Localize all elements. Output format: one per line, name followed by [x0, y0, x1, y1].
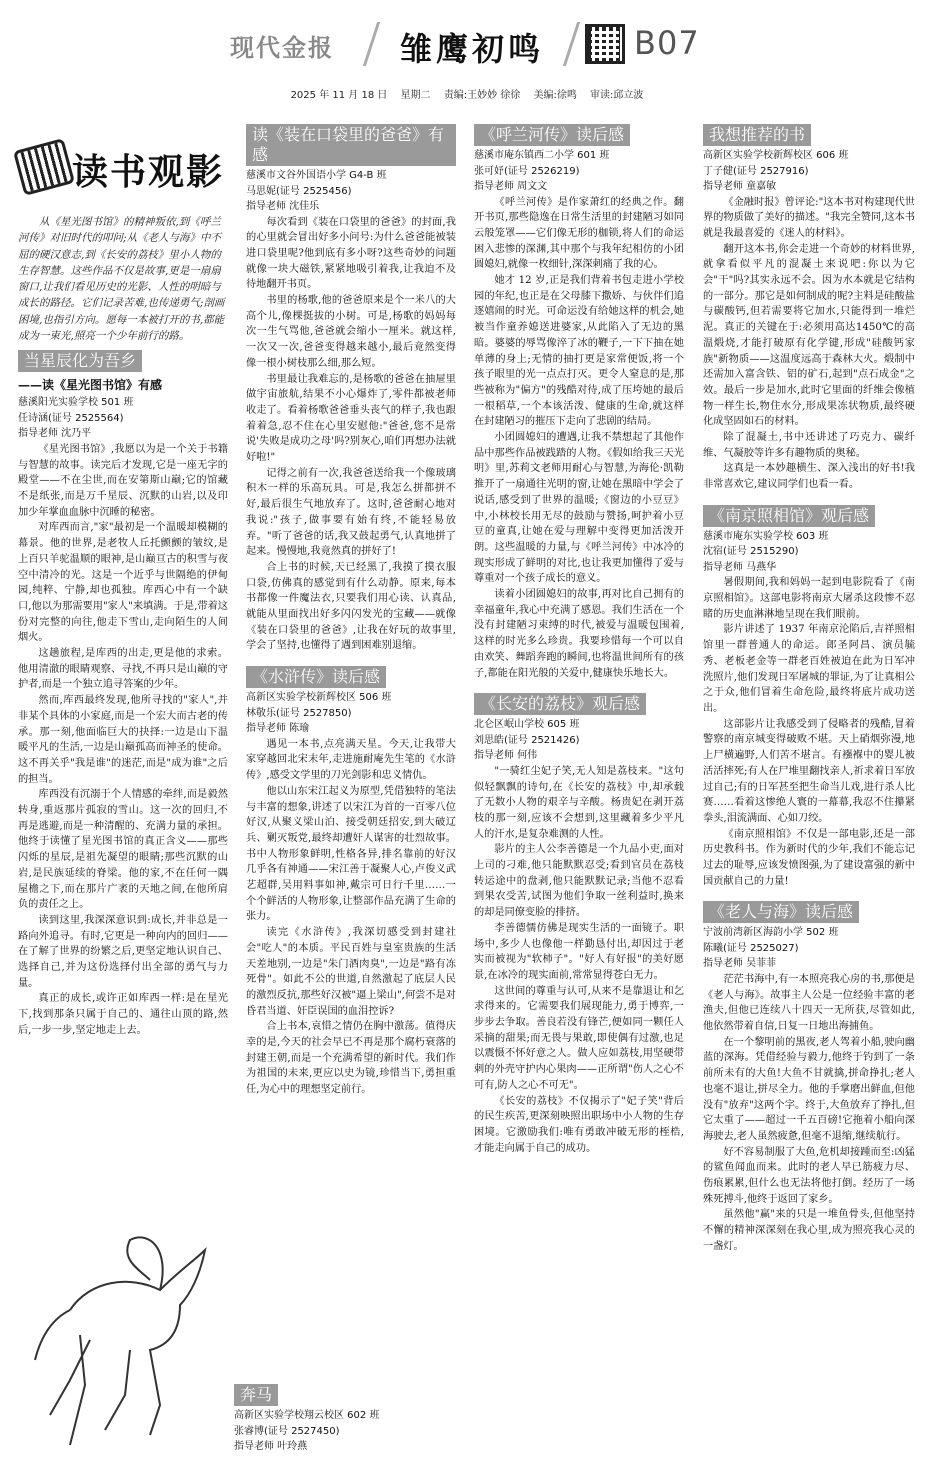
column-intro: 从《星光图书馆》的精神叛依,到《呼兰河传》对旧时代的叩问;从《老人与海》中不屈的硬汉意志,到《长安的荔枝》里小人物的生存智慧。这些作品不仅是故事,更是一扇扇窗口,让我们看见历史的光影、人性的明暗与成长的路径。它们记录苦难,也传递勇气;剖画困境,也指引方向。愿每一本被打开的书,都能成为一束光,照亮一个少年前行的路。 — [18, 216, 225, 343]
paragraph: 合上书的时候,天已经黑了,我摸了摸衣服口袋,仿佛真的感觉到有什么动静。原来,每本书都像一件魔法衣,只要我们用心读、认真品,就能从里面找出好多闪闪发光的宝藏——就像《装在口袋里的爸爸》,让我在好玩的故事里,学会了坚持,也懂得了遇到困难别退缩。 — [246, 561, 456, 652]
paragraph: 每次看到《装在口袋里的爸爸》的封面,我的心里就会冒出好多小问号:为什么爸爸能被装进口袋里呢?他到底有多小呀?这些奇妙的问题就像一块大磁铁,紧紧地吸引着我,让我迫不及待地翻开书页。 — [246, 216, 456, 291]
paragraph: 记得之前有一次,我爸爸送给我一个像玻璃积木一样的乐高玩具。可是,我怎么拼都拼不好,最后很生气地放弃了。这时,爸爸耐心地对我说:"孩子,做事要有始有终,不能轻易放弃。"听了爸爸的话,我又鼓起勇气,认真地拼了起来。慢慢地,我竟然真的拼好了! — [246, 467, 456, 558]
article-teacher: 指导老师 陈瑜 — [246, 723, 310, 735]
horse-drawing — [30, 1220, 220, 1460]
divider — [563, 22, 580, 66]
paragraph: 《长安的荔枝》不仅揭示了"妃子笑"背后的民生疾苦,更深刻映照出职场中小人物的生存困境。它激励我们:唯有勇敢冲破无形的桎梏,才能走向属于自己的成功。 — [474, 1095, 684, 1154]
article-teacher: 指导老师 叶玲燕 — [234, 1441, 308, 1452]
proofreader: 审读:邱立波 — [590, 90, 644, 101]
article-author: 任诗涵(证号 2525564) — [18, 412, 124, 424]
paragraph: 暑假期间,我和妈妈一起到电影院看了《南京照相馆》。这部电影将南京大屠杀这段惨不忍睹的历史血淋淋地呈现在我们眼前。 — [703, 577, 915, 620]
article-teacher: 指导老师 童嘉敏 — [703, 181, 777, 192]
paragraph: 遇见一本书,点亮满天星。今天,让我带大家穿越回北宋末年,走进施耐庵先生笔的《水浒传》,感受文学里的刀光剑影和忠义情仇。 — [246, 738, 456, 782]
article-author: 张睿博(证号 2527450) — [234, 1425, 340, 1437]
paragraph: 虽然他"赢"来的只是一堆鱼骨头,但他坚持不懈的精神深深刻在我心里,成为照亮我心灵的一盏灯。 — [703, 1209, 915, 1252]
article-title: 读《装在口袋里的爸爸》有感 — [246, 124, 456, 166]
article-school: 慈溪市文谷外国语小学 G4-B 班 — [246, 170, 387, 181]
paragraph: 《金融时报》曾评论:"这本书对构建现代世界的物质做了美好的描述。"我完全赞同,这本书就是我最喜爱的《迷人的材料》。 — [703, 196, 915, 239]
article-author: 丁子健(证号 2527916) — [703, 165, 809, 177]
article-school: 宁波前湾新区海韵小学 502 班 — [703, 927, 839, 939]
designer: 美编:徐鸣 — [533, 90, 577, 101]
paragraph: 这世间的尊重与认可,从来不是靠退让和乞求得来的。它需要我们展现能力,勇于博弈,一步步去争取。善良若没有锋芒,便如同一颗任人采摘的甜果;而无畏与果敢,即使偶有过激,也足以震慑不怀好意之人。做人应如荔枝,用坚硬带刺的外壳守护内心果肉——正所谓"伤人之心不可有,防人之心不可无"。 — [474, 985, 684, 1091]
weekday: 星期二 — [400, 90, 431, 101]
film-reel-icon — [13, 138, 75, 196]
article-school: 北仑区岷山学校 605 班 — [474, 719, 580, 731]
paragraph: 影片的主人公李善德是一个九品小吏,面对上司的刁难,他只能默默忍受;看到官员在荔枝转运途中的盘剥,他只能默默记录;当他不忍看到果农受苦,试图为他们争取一丝利益时,换来的却是同僚变脸的排挤。 — [474, 844, 684, 919]
article-school: 慈溪阳光实验学校 501 班 — [18, 397, 134, 409]
paragraph: 《南京照相馆》不仅是一部电影,还是一部历史教科书。作为新时代的少年,我们不能忘记过去的耻辱,应该发愤图强,为了建设富强的新中国贡献自己的力量! — [703, 828, 915, 887]
paragraph: 这真是一本妙趣横生、深入浅出的好书!我非常喜欢它,建议同学们也看一看。 — [703, 463, 915, 491]
paragraph: 读着小团圆媳妇的故事,再对比自己拥有的幸福童年,我心中充满了感恩。我们生活在一个没有封建陋习束缚的时代,被爱与温暖包围着,这样的时光多么珍贵。我要珍惜每一个可以自由欢笑、舞蹈奔跑的瞬间,也将温世间所有的孩子,都能在阳光般的关爱中,健康快乐地长大。 — [474, 589, 684, 679]
article-title: 《南京照相馆》观后感 — [703, 505, 875, 527]
column-3 — [474, 118, 684, 1156]
paragraph: 影片讲述了 1937 年南京沦陷后,吉祥照相馆里一群普通人的命运。郎圣阿昌、演员毓秀、老板老金等一群老百姓被迫在此为日军冲洗照片,他们发现日军屠城的罪证,为了让真相公之于众,他们冒着生命危险,最终将底片成功送出。 — [703, 624, 915, 714]
article-school: 慈溪市庵东实验学校 603 班 — [703, 530, 829, 542]
column-1 — [18, 118, 228, 1039]
article-school: 高新区实验学校翔云校区 602 班 — [234, 1410, 380, 1421]
article-body — [246, 737, 456, 1098]
article-body — [474, 195, 684, 682]
article-author: 沈宿(证号 2515290) — [703, 546, 799, 558]
paragraph: 翻开这本书,你会走进一个奇妙的材料世界,就拿看似平凡的混凝土来说吧:你以为它会"干"吗?其实永远不会。因为水本就是它结构的一部分。那它是如何制成的呢?主料是硅酸盐与碳酸钙,但若需要将它加水,只能得到一堆烂泥。真正的关键在于:必须用高达1450℃的高温煅烧,才能打破原有化学键,形成"硅酸钙家族"新物质——这温度远高于森林大火。煅制中还需加入富含铁、铝的矿石,起到"点石成金"之效。最后一步是加水,此时它里面的纤维会像植物一样生长,物住水分,形成果冻状物质,最终硬化成坚固如石的材料。 — [703, 243, 915, 428]
article-author: 马思妮(证号 2525456) — [246, 185, 352, 197]
paragraph: 除了混凝土,书中还讲述了巧克力、碳纤维、气凝胶等许多有趣物质的奥秘。 — [703, 432, 915, 459]
column-logo-text: 读书观影 — [72, 151, 225, 193]
article-title: 我想推荐的书 — [703, 124, 811, 146]
qr-code-icon[interactable] — [585, 24, 625, 64]
editor: 责编:王妙妙 徐徐 — [443, 90, 521, 101]
drawing-credit — [234, 1378, 444, 1455]
article-author: 张可妤(证号 2526219) — [474, 165, 580, 177]
paper-name: 现代金报 — [230, 34, 334, 62]
paragraph: 小团圆媳妇的遭遇,让我不禁想起了其他作品中那些作品被践踏的人物。《假如给我三天光明》里,苏莉文老师用耐心与智慧,为海伦·凯勒推开了一扇通往光明的窗,让她在黑暗中学会了说话,感受到了世界的温暖;《窗边的小豆豆》中,小林校长用无尽的鼓励与赞扬,呵护着小豆豆的童真,让她在爱与理解中变得更加活泼开朗。这些温暖的力量,与《呼兰河传》中冰冷的现实形成了鲜明的对比,也让我更加懂得了爱与尊重对一个孩子成长的意义。 — [474, 432, 684, 585]
article-author: 刘思皓(证号 2521426) — [474, 734, 580, 746]
paragraph: 读完《水浒传》,我深切感受到封建社会"吃人"的本质。平民百姓与皇室贵族的生活天差地别,一边是"朱门酒肉臭",一边是"路有冻死骨"。如此不公的世道,自然激起了底层人民的激烈反抗,那些好汉被"逼上梁山",何尝不是对昏君当道、奸臣误国的血泪控诉? — [246, 927, 456, 1017]
page-number: B07 — [634, 24, 700, 62]
article-subtitle: ——读《星光图书馆》有感 — [18, 378, 163, 393]
paragraph: 《星光图书馆》,我愿以为是一个关于书籍与智慧的故事。读完后才发现,它是一座无字的殿堂——不在尘世,而在安第斯山巅;它的馆藏不是纸张,而是万千星辰、沉默的山岩,以及印加少年掌血血脉中沉睡的秘密。 — [18, 443, 228, 518]
article-title: 《长安的荔枝》观后感 — [474, 693, 646, 715]
article-title: 当星辰化为吾乡 — [18, 350, 142, 372]
article-teacher: 指导老师 沈佳乐 — [246, 201, 320, 212]
article-author: 陈曦(证号 2525027) — [703, 942, 799, 954]
article-teacher: 指导老师 沈乃平 — [18, 428, 92, 440]
paragraph: 合上书本,哀惜之情仍在胸中激荡。值得庆幸的是,今天的社会早已不再是那个腐朽衰落的封建王朝,而是一个充满希望的新时代。我们作为祖国的未来,更应以史为镜,珍惜当下,勇担重任,为心中的理想坚定前行。 — [246, 1021, 456, 1096]
paragraph: 真正的成长,或许正如库西一样:是在星光下,找到那条只属于自己的、通往山顶的路,然后,一步一步,坚定地走上去。 — [18, 993, 228, 1036]
divider — [363, 22, 380, 66]
info-bar — [0, 86, 934, 101]
column-4 — [703, 118, 915, 1255]
article-body — [246, 215, 456, 655]
article-author: 林敬乐(证号 2527850) — [246, 707, 352, 719]
paragraph: 这部影片让我感受到了侵略者的残酷,冒着警察的南京城变得破败不堪。天上硝烟弥漫,地上尸横遍野,人们苦不堪言。有襁褓中的婴儿被活活摔死;有人在尸堆里翻找亲人,祈求着日军放过自己;有的日军甚至把生命当儿戏,进行杀人比赛……看着这惨绝人寰的一幕幕,我忍不住攥紧拳头,泪流满面、心如刀绞。 — [703, 718, 915, 824]
paragraph: 然而,库西最终发现,他所寻找的"家人",并非某个具体的小家庭,而是一个宏大而古老的传承。那一刻,他面临巨大的抉择:一边是山下温暖平凡的生活,一边是山巅孤高而神圣的使命。这不再关乎"我是谁"的迷茫,而是"成为谁"之后的担当。 — [18, 695, 228, 785]
article-school: 慈溪市庵东镇西二小学 601 班 — [474, 150, 610, 161]
paragraph: 李善德懦仿佛是现实生活的一面镜子。职场中,多少人也像他一样勤恳付出,却因过于老实而被视为"软柿子"。"好人有好报"的美好愿景,在冰冷的现实面前,常常显得苍白无力。 — [474, 922, 684, 981]
article-body — [18, 442, 228, 1039]
article-body — [703, 575, 915, 889]
article-title: 《呼兰河传》读后感 — [474, 124, 630, 146]
paragraph: 书里的杨歌,他的爸爸原来是个一米八的大高个儿,像棵挺拔的小树。可是,杨歌的妈妈每次一生气骂他,爸爸就会缩小一厘米。就这样,一次又一次,爸爸变得越来越小,最后竟然变得像一根小树枝那么细,那么短。 — [246, 295, 456, 369]
article-body — [703, 195, 915, 493]
column-2 — [246, 118, 456, 1098]
date: 2025 年 11 月 18 日 — [290, 90, 388, 101]
article-school: 高新区实验学校新辉校区 606 班 — [703, 150, 849, 161]
masthead — [0, 18, 934, 74]
paragraph: "一骑红尘妃子笑,无人知是荔枝来。"这句似轻飘飘的诗句,在《长安的荔枝》中,却承载了无数小人物的艰辛与辛酸。杨贵妃在剥开荔枝的那一刻,应该不会想到,这里藏着多少平凡人的汗水,是复杂难测的人性。 — [474, 765, 684, 840]
article-body — [703, 972, 915, 1255]
article-teacher: 指导老师 何伟 — [474, 750, 538, 762]
paragraph: 《呼兰河传》是作家萧红的经典之作。翻开书页,那些隐逸在日常生活里的封建陋习如同云般笼罩——它们像无形的枷锁,将人们的命运困入悲惨的深渊,其中那个与我年纪相仿的小团圆媳妇,就像一枚细针,深深刺痛了我的心。 — [474, 196, 684, 271]
paragraph: 她才 12 岁,正是我们背着书包走进小学校园的年纪,也正是在父母膝下撒娇、与伙伴们追逐嬉闹的时光。可命运没有给她这样的机会,她被当作童养媳送进婆家,从此陷入了无边的黑暗。婆婆的辱骂像淬了冰的鞭子,一下下抽在她单薄的身上;无情的抽打更是家常便饭,将一个孩子眼里的光一点点打灭。更令人窒息的是,那些被称为"偏方"的残酷对待,成了压垮她的最后一根稻草,一个本该活泼、健康的生命,就这样在封建陋习的摧压下走向了悲剧的结局。 — [474, 275, 684, 428]
article-title: 《老人与海》读后感 — [703, 901, 859, 923]
paragraph: 好不容易制服了大鱼,危机却接踵而至:凶猛的鲨鱼闻血而来。此时的老人早已筋疲力尽、伤痕累累,但什么也无法将他打倒。经历了一场殊死搏斗,他终于返回了家乡。 — [703, 1146, 915, 1205]
article-teacher: 指导老师 吴菲菲 — [703, 958, 777, 970]
paragraph: 库西没有沉溺于个人情感的牵绊,而是毅然转身,重返那片孤寂的雪山。这一次的回归,不再是逃避,而是一种清醒的、充满力量的承担。他终于读懂了星光图书馆的真正含义——那些闪烁的星辰,是祖先凝望的眼睛;那些沉默的山岩,是民族延续的脊梁。他的家,不在任何一隅屋檐之下,而在那片广袤的天地之间,在他所肩负的责任之上。 — [18, 789, 228, 911]
paragraph: 在一个黎明前的黑夜,老人驾着小船,驶向幽蓝的深海。凭借经验与毅力,他终于钓到了一条前所未有的大鱼!大鱼不甘就擒,拼命挣扎;老人也毫不退让,拼尽全力。他的手掌磨出鲜血,但他没有"放弃"这两个字。终于,大鱼放弃了挣扎,但它太重了——超过一千五百磅!它拖着小船向深海驶去,老人虽然疲惫,但毫不退缩,继续航行。 — [703, 1036, 915, 1142]
article-teacher: 指导老师 周文文 — [474, 181, 548, 192]
article-teacher: 指导老师 马燕华 — [703, 561, 777, 573]
paragraph: 读到这里,我深深意识到:成长,并非总是一路向外追寻。有时,它更是一种向内的回归——在了解了世界的纷繁之后,更坚定地认识自己、选择自己,并为这份选择付出全部的勇气与力量。 — [18, 914, 228, 989]
column-logo — [18, 134, 228, 204]
paragraph: 他以山东宋江起义为原型,凭借独特的笔法与丰富的想象,讲述了以宋江为首的一百零八位好汉,从聚义梁山泊、接受朝廷招安,到大破辽兵、剿灭叛党,最终却遭奸人谋害的壮烈故事。书中人物形象鲜明,性格各异,排名靠前的好汉几乎各有神通——宋江善于凝聚人心,卢俊义武艺超群,吴用料事如神,戴宗可日行千里……一个个鲜活的人物形象,让整部作品充满了生命的张力。 — [246, 785, 456, 923]
article-title: 《水浒传》读后感 — [246, 666, 386, 688]
article-title: 奔马 — [234, 1384, 278, 1406]
paragraph: 这趟旅程,是库西的出走,更是他的求索。他用清澈的眼睛观察、寻找,不再只是山巅的守护者,而是一个独立追寻答案的少年。 — [18, 648, 228, 691]
section-title: 雏鹰初鸣 — [400, 30, 545, 68]
article-body — [474, 764, 684, 1157]
paragraph: 对库西而言,"家"最初是一个温暖却模糊的幕景。他的世界,是老牧人丘托颤颤的皱纹,是上百只羊驼温顺的眼神,是山巅亘古的积雪与夜空中清冷的光。这是一个近乎与世隔绝的伊甸园,纯粹、宁静,却也孤独。库西心中有一个缺口,他以为那需要用"家人"来填满。于是,带着这份对完整的向往,他走下雪山,走向陌生的人间烟火。 — [18, 522, 228, 644]
paragraph: 书里最让我难忘的,是杨歌的爸爸在抽屉里做宇宙旅航,结果不小心爆炸了,零件都被老师收走了。看着杨歌爸爸垂头丧气的样子,我也跟着着急,忍不住在心里安慰他:"爸爸,您不是常说'失败是成功之母'吗?别灰心,咱们再想办法就好啦!" — [246, 373, 456, 464]
article-school: 高新区实验学校新辉校区 506 班 — [246, 692, 392, 704]
paragraph: 茫茫书海中,有一本照亮我心房的书,那便是《老人与海》。故事主人公是一位经验丰富的老渔夫,但他已连续八十四天一无所获,尽管如此,他依然带着自信,日复一日地出海捕鱼。 — [703, 973, 915, 1033]
